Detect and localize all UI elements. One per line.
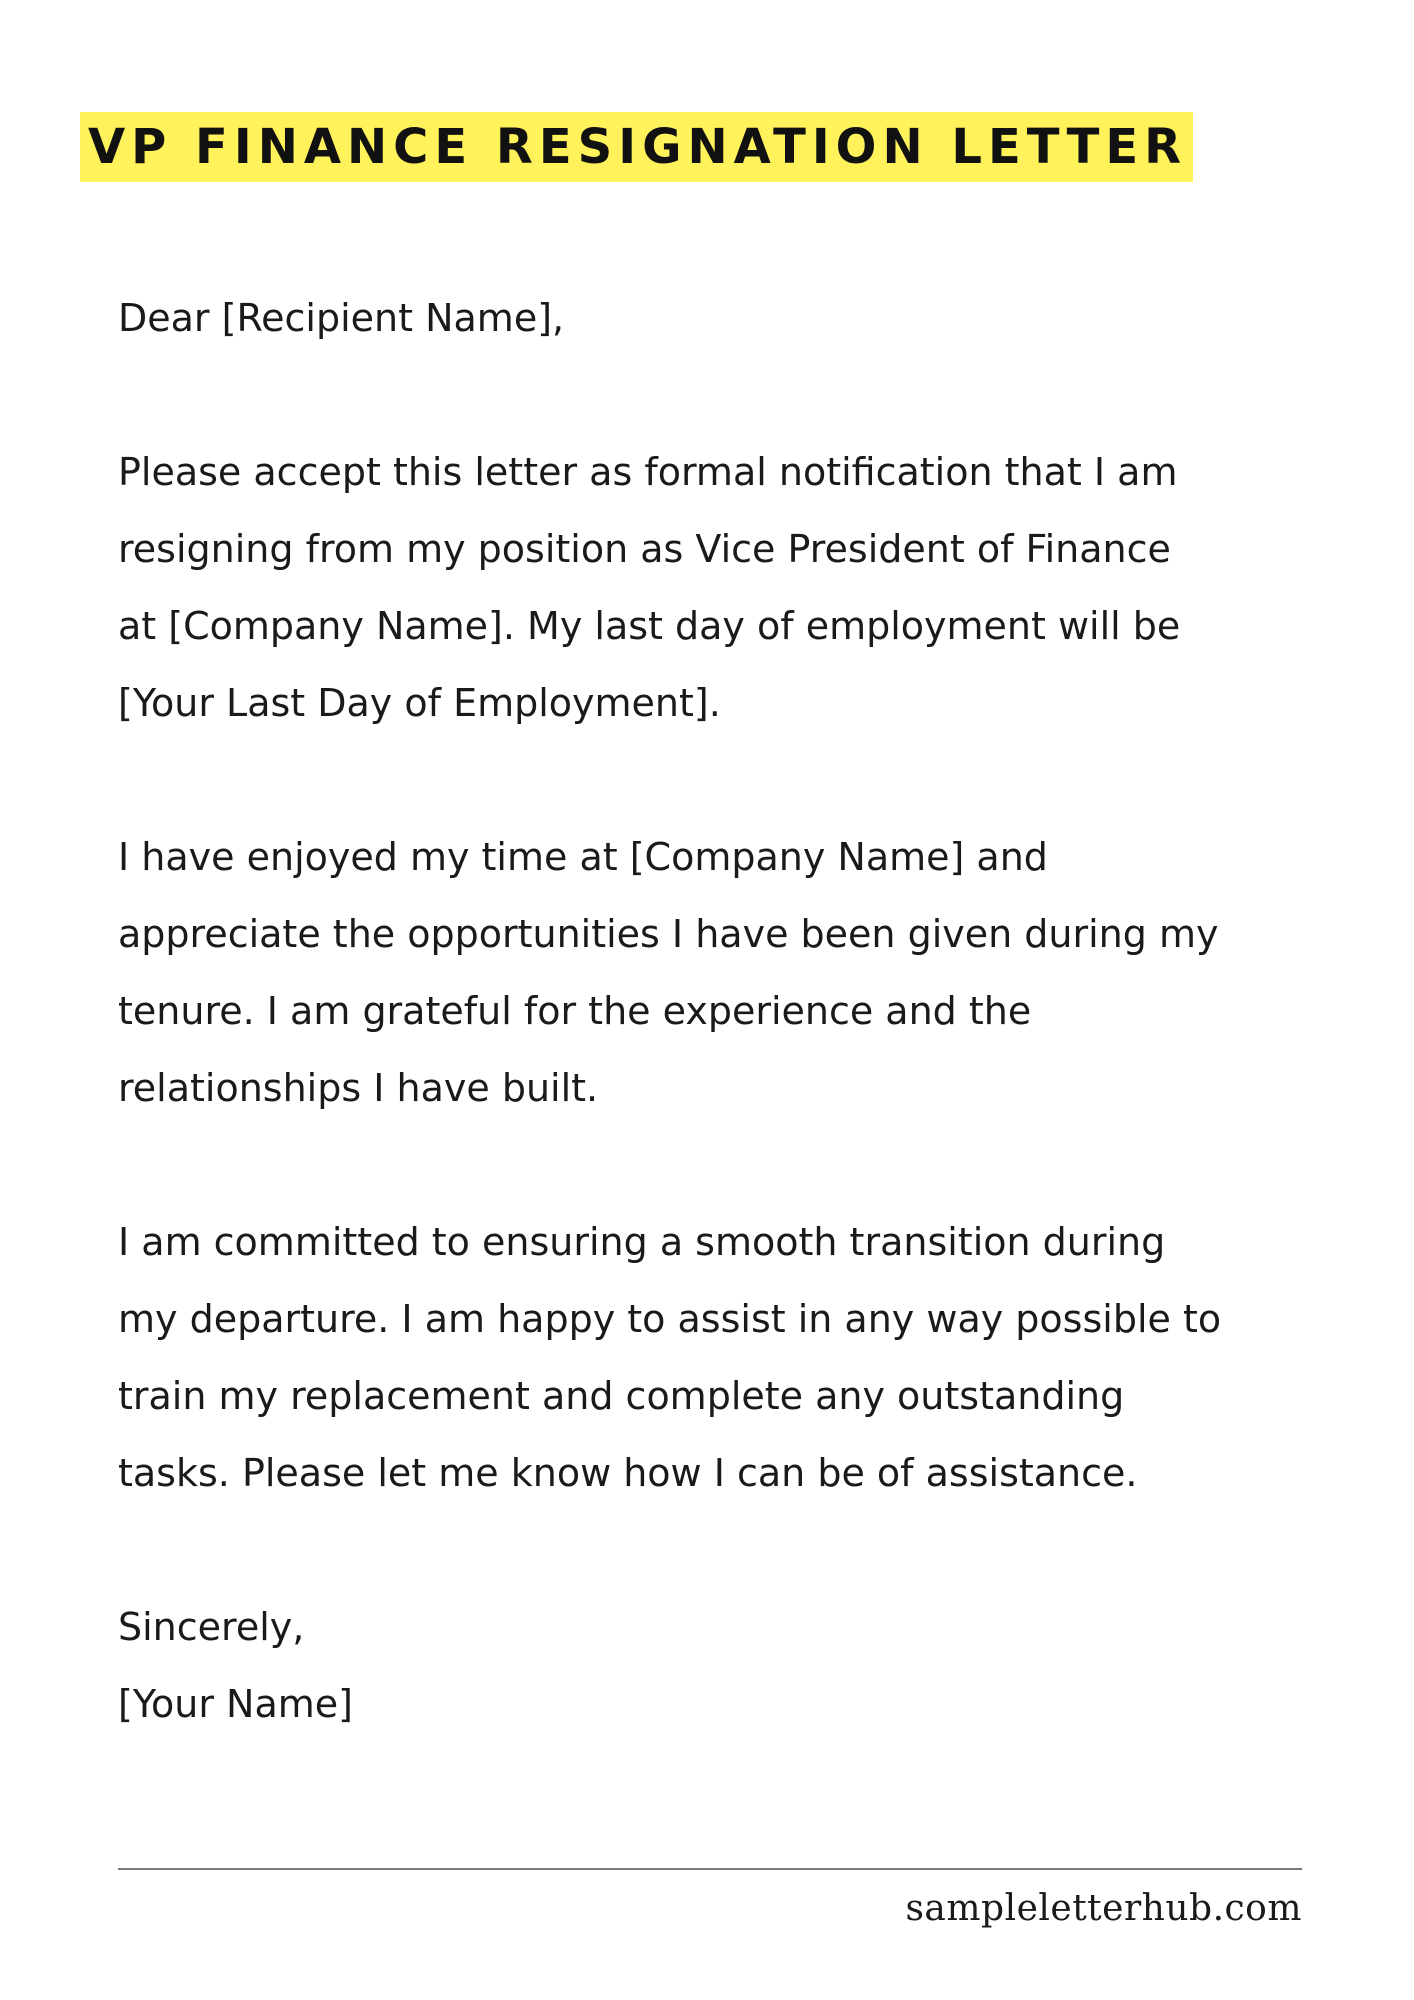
- closing: Sincerely,: [118, 1605, 305, 1649]
- page-title: VP FINANCE RESIGNATION LETTER: [80, 112, 1193, 182]
- closing-block: [118, 1589, 1358, 1743]
- website-link[interactable]: sampleletterhub.com: [905, 1888, 1302, 1929]
- paragraph-notification: Please accept this letter as formal notification that I am resigning from my position as Vice President of Finance at [Company Name]. My last day of employment will be [Your Last Day of Employment].: [118, 450, 1181, 725]
- footer-divider: [118, 1868, 1302, 1870]
- title-container: [80, 112, 1193, 182]
- paragraph-transition: I am committed to ensuring a smooth transition during my departure. I am happy to assist in any way possible to train my replacement and complete any outstanding tasks. Please let me know how I can be of assistance.: [118, 1220, 1222, 1495]
- paragraph-appreciation: I have enjoyed my time at [Company Name] and appreciate the opportunities I have been given during my tenure. I am grateful for the experience and the relationships I have built.: [118, 835, 1219, 1110]
- letter-body: [118, 280, 1358, 1743]
- salutation: Dear [Recipient Name],: [118, 296, 565, 340]
- signature: [Your Name]: [118, 1682, 353, 1726]
